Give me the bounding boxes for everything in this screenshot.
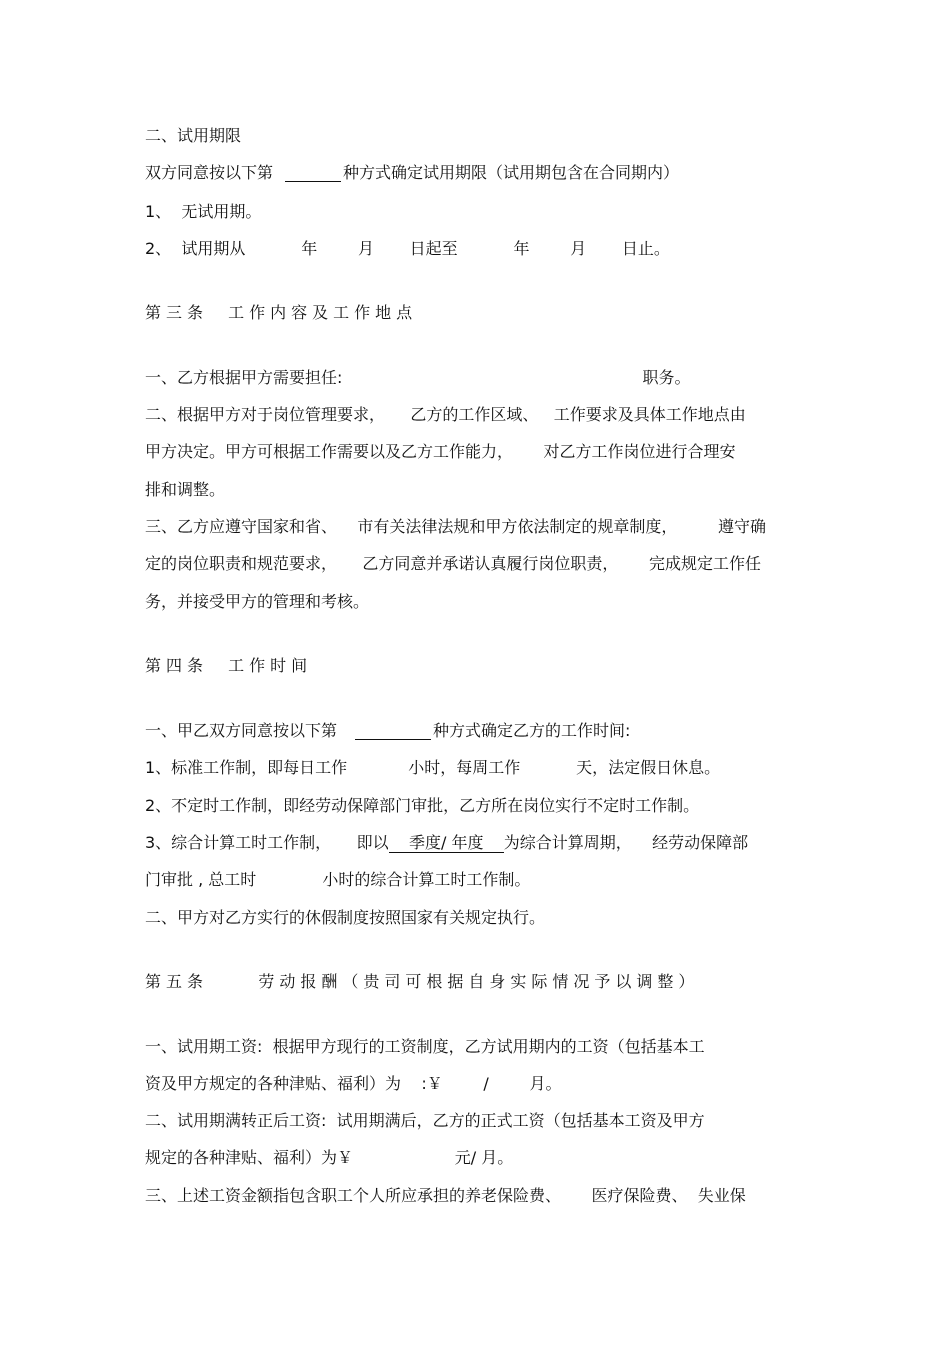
probation-method-blank [285,162,341,182]
probation-option-1: 1、 无试用期。 [145,202,262,221]
article-5-para-3-line-1: 三、上述工资金额指包含职工个人所应承担的养老保险费、 医疗保险费、 失业保 [145,1186,746,1205]
section-heading-probation: 二、试用期限 [145,126,242,145]
work-time-option-3-prefix: 3、综合计算工时工作制， 即以 [145,833,389,852]
article-4-title: 第四条 工作时间 [145,656,313,675]
article-5-para-2-line-1: 二、试用期满转正后工资: 试用期满后，乙方的正式工资（包括基本工资及甲方 [145,1111,705,1130]
article-3-para-3-line-3: 务，并接受甲方的管理和考核。 [145,592,370,611]
work-time-option-1: 1、标准工作制，即每日工作 小时，每周工作 天，法定假日休息。 [145,758,721,777]
work-time-method-blank [355,720,431,740]
work-time-method-suffix: 种方式确定乙方的工作时间: [433,721,631,740]
work-time-option-2: 2、不定时工作制，即经劳动保障部门审批，乙方所在岗位实行不定时工作制。 [145,796,700,815]
probation-option-2: 2、 试用期从 年 月 日起至 年 月 日止。 [145,239,670,258]
article-3-para-2-line-2: 甲方决定。甲方可根据工作需要以及乙方工作能力， 对乙方工作岗位进行合理安 [145,442,736,461]
article-3-para-2-line-1: 二、根据甲方对于岗位管理要求， 乙方的工作区域、 工作要求及具体工作地点由 [145,405,746,424]
work-time-option-3-line-1 [145,832,748,854]
article-5-para-1-line-1: 一、试用期工资: 根据甲方现行的工资制度，乙方试用期内的工资（包括基本工 [145,1037,705,1056]
article-3-para-1: 一、乙方根据甲方需要担任: 职务。 [145,368,691,387]
article-4-para-1 [145,720,630,742]
article-5-title: 第五条 劳动报酬（贵司可根据自身实际情况予以调整） [145,972,700,991]
article-3-para-3-line-1: 三、乙方应遵守国家和省、 市有关法律法规和甲方依法制定的规章制度， 遵守确 [145,517,767,536]
calculation-period-value: 季度/ 年度 [388,833,504,852]
article-5-para-1-line-2: 资及甲方规定的各种津贴、福利）为 :￥ / 月。 [145,1074,562,1093]
article-4-para-2: 二、甲方对乙方实行的休假制度按照国家有关规定执行。 [145,908,546,927]
work-time-option-3-suffix: 为综合计算周期， 经劳动保障部 [503,833,749,852]
article-3-title: 第三条 工作内容及工作地点 [145,303,418,322]
probation-method-line [145,162,679,184]
article-3-para-2-line-3: 排和调整。 [145,480,226,499]
article-3-para-3-line-2: 定的岗位职责和规范要求， 乙方同意并承诺认真履行岗位职责， 完成规定工作任 [145,554,761,573]
work-time-method-prefix: 一、甲乙双方同意按以下第 [145,721,338,740]
probation-method-prefix: 双方同意按以下第 [145,163,274,182]
article-5-para-2-line-2: 规定的各种津贴、福利）为￥ 元/ 月。 [145,1148,514,1167]
probation-method-suffix: 种方式确定试用期限（试用期包含在合同期内） [343,163,680,182]
work-time-option-3-line-2: 门审批 , 总工时 小时的综合计算工时工作制。 [145,870,531,889]
